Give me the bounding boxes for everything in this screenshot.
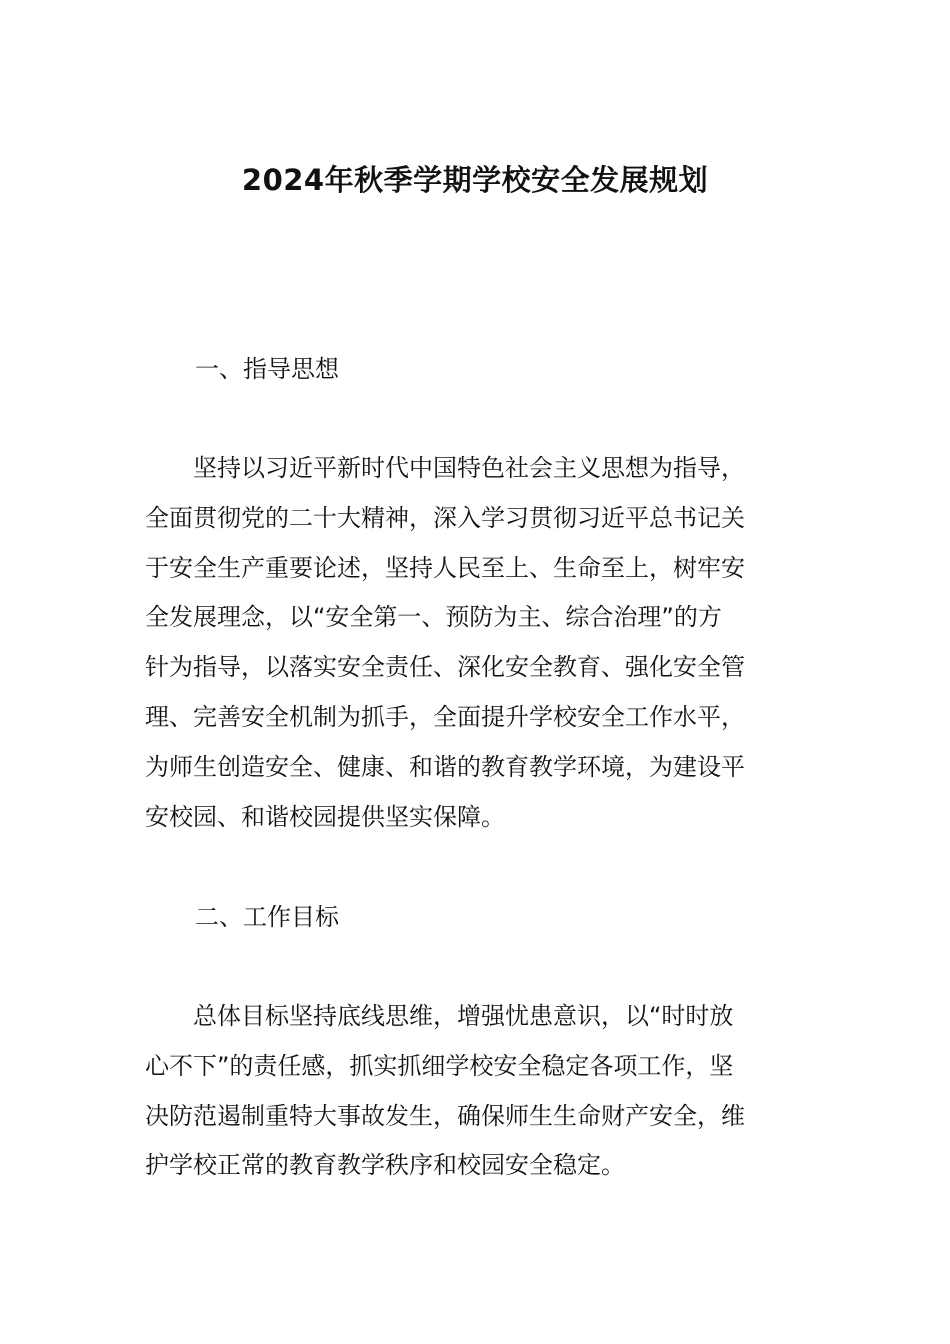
paragraph-line: 于安全生产重要论述，坚持人民至上、生命至上，树牢安: [145, 553, 745, 582]
paragraph-line: 全发展理念，以“安全第一、预防为主、综合治理”的方: [145, 603, 722, 632]
paragraph-line: 心不下”的责任感，抓实抓细学校安全稳定各项工作，坚: [145, 1051, 734, 1080]
paragraph-line: 全面贯彻党的二十大精神，深入学习贯彻习近平总书记关: [145, 503, 745, 532]
section-heading-work-goals: 二、工作目标: [195, 903, 339, 931]
paragraph-line: 护学校正常的教育教学秩序和校园安全稳定。: [145, 1151, 625, 1180]
section-paragraph-work-goals: [145, 992, 809, 1191]
paragraph-line: 为师生创造安全、健康、和谐的教育教学环境，为建设平: [145, 752, 745, 781]
paragraph-line: 理、完善安全机制为抓手，全面提升学校安全工作水平，: [145, 702, 745, 731]
section-paragraph-guiding-ideology: [145, 444, 809, 842]
paragraph-line: 决防范遏制重特大事故发生，确保师生生命财产安全，维: [145, 1101, 745, 1130]
section-heading-guiding-ideology: 一、指导思想: [195, 355, 339, 383]
paragraph-line: 坚持以习近平新时代中国特色社会主义思想为指导，: [145, 454, 745, 482]
paragraph-line: 针为指导，以落实安全责任、深化安全教育、强化安全管: [145, 653, 745, 682]
paragraph-line: 安校园、和谐校园提供坚实保障。: [145, 802, 505, 831]
paragraph-line: 总体目标坚持底线思维，增强忧患意识，以“时时放: [145, 1002, 734, 1030]
document-title: 2024年秋季学期学校安全发展规划: [241, 163, 709, 197]
